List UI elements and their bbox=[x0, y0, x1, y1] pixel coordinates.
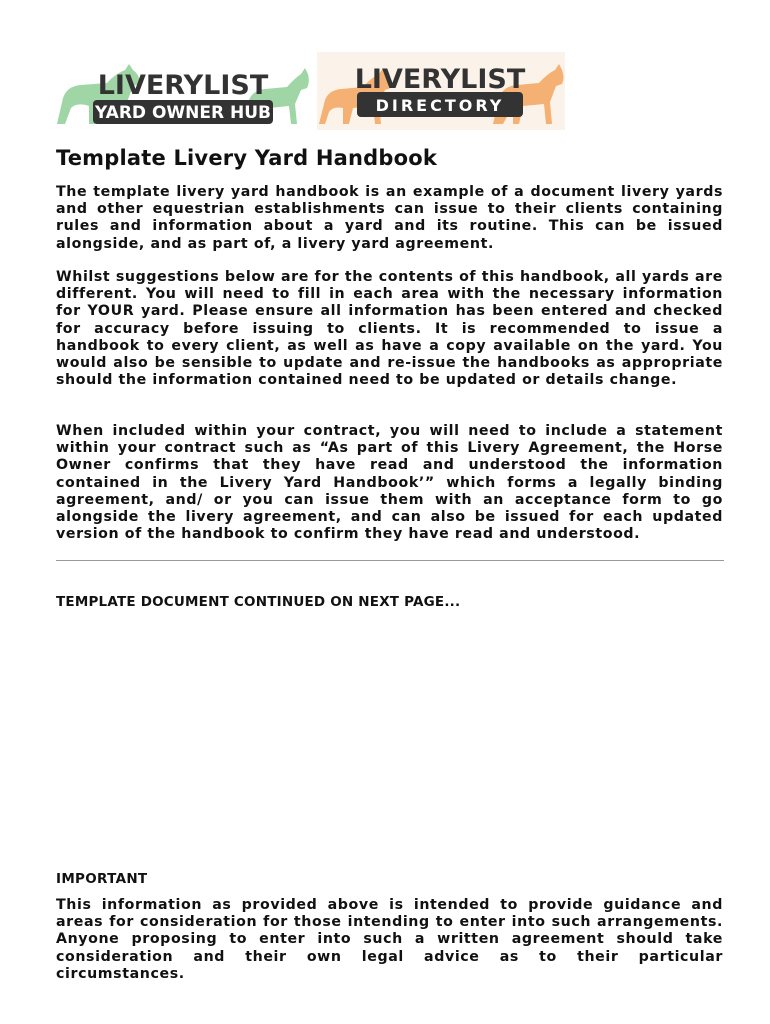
directory-logo[interactable] bbox=[317, 52, 565, 130]
directory-subtitle: DIRECTORY bbox=[375, 96, 505, 115]
important-paragraph: This information as provided above is intended to provide guidance and areas for consideration for those intending to enter into such arrangements. Anyone proposing to enter into such a written agreement should take consideration and their own legal advice as to their particular circumstances. bbox=[56, 897, 723, 982]
intro-paragraph: The template livery yard handbook is an example of a document livery yards and other equestrian establishments can issue to their clients containing rules and information about a yard and its routine. This can be issued alongside, and as part of, a livery yard agreement. bbox=[56, 184, 723, 252]
horizontal-divider bbox=[56, 560, 724, 561]
page-title: Template Livery Yard Handbook bbox=[56, 146, 438, 170]
directory-brand: LIVERYLIST bbox=[354, 64, 526, 95]
horse-silhouette-icon bbox=[55, 52, 310, 130]
important-heading: IMPORTANT bbox=[56, 871, 148, 887]
contract-paragraph: When included within your contract, you will need to include a statement within your contract such as “As part of this Livery Agreement, the Horse Owner confirms that they have read and understood the information contained in the Livery Yard Handbook’” which forms a legally binding agreement, and/ or you can issue them with an acceptance form to go alongside the livery agreement, and can also be issued for each updated version of the handbook to confirm they have read and understood. bbox=[56, 423, 723, 543]
continued-notice: TEMPLATE DOCUMENT CONTINUED ON NEXT PAGE... bbox=[56, 594, 461, 610]
hub-brand: LIVERYLIST bbox=[97, 70, 269, 101]
horse-silhouette-icon bbox=[317, 52, 565, 130]
suggestions-paragraph: Whilst suggestions below are for the contents of this handbook, all yards are different. You will need to fill in each area with the necessary information for YOUR yard. Please ensure all information has been entered and checked for accuracy before issuing to clients. It is recommended to issue a handbook to every client, as well as have a copy available on the yard. You would also be sensible to update and re-issue the handbooks as appropriate should the information contained need to be updated or details change. bbox=[56, 269, 723, 389]
header-logos bbox=[55, 52, 565, 132]
hub-subtitle: YARD OWNER HUB bbox=[94, 103, 272, 123]
yard-owner-hub-logo[interactable] bbox=[55, 52, 310, 130]
